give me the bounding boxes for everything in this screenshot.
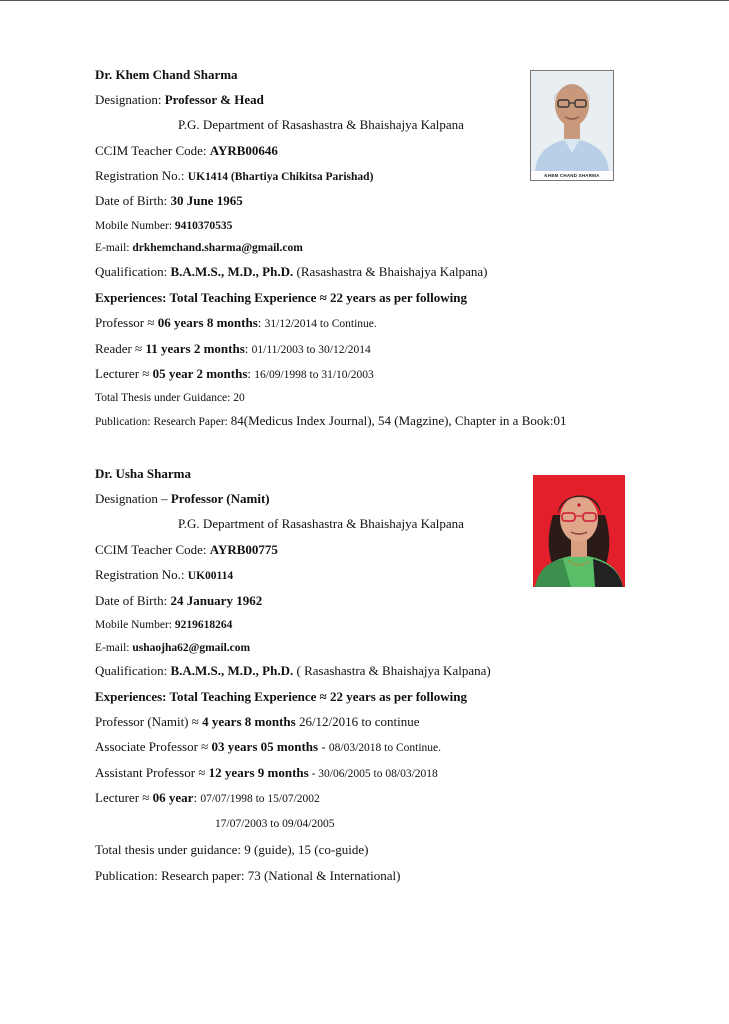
- registration-line: Registration No.: UK1414 (Bhartiya Chikitsa Parishad): [95, 168, 374, 183]
- experience-item: Lecturer ≈ 06 year: 07/07/1998 to 15/07/2002: [95, 790, 320, 805]
- mobile-line: Mobile Number: 9219618264: [95, 619, 233, 631]
- experience-item: Professor (Namit) ≈ 4 years 8 months 26/12/2016 to continue: [95, 714, 420, 729]
- experience-item: Associate Professor ≈ 03 years 05 months - 08/03/2018 to Continue.: [95, 739, 442, 754]
- email-line: E-mail: drkhemchand.sharma@gmail.com: [95, 242, 303, 254]
- dob-line: Date of Birth: 30 June 1965: [95, 193, 243, 208]
- designation-line: Designation – Professor (Namit): [95, 491, 270, 506]
- ccim-code-line: CCIM Teacher Code: AYRB00646: [95, 143, 278, 158]
- experience-item: Assistant Professor ≈ 12 years 9 months - 30/06/2005 to 08/03/2018: [95, 765, 438, 780]
- mobile-line: Mobile Number: 9410370535: [95, 220, 233, 232]
- faculty-photo-2: [533, 475, 625, 587]
- experience-item-continuation: 17/07/2003 to 09/04/2005: [215, 818, 335, 830]
- department-line: P.G. Department of Rasashastra & Bhaishajya Kalpana: [178, 516, 464, 531]
- email-line: E-mail: ushaojha62@gmail.com: [95, 642, 251, 654]
- thesis-line: Total thesis under guidance: 9 (guide), 15 (co-guide): [95, 842, 369, 857]
- qualification-line: Qualification: B.A.M.S., M.D., Ph.D. ( Rasashastra & Bhaishajya Kalpana): [95, 663, 491, 678]
- faculty-photo-1: [530, 70, 614, 181]
- designation-line: Designation: Professor & Head: [95, 92, 264, 107]
- experience-item: Lecturer ≈ 05 year 2 months: 16/09/1998 to 31/10/2003: [95, 366, 374, 381]
- page-top-border: [0, 0, 729, 1]
- experience-heading: Experiences: Total Teaching Experience ≈ 22 years as per following: [95, 290, 467, 305]
- registration-line: Registration No.: UK00114: [95, 567, 234, 582]
- experience-item: Professor ≈ 06 years 8 months: 31/12/2014 to Continue.: [95, 315, 377, 330]
- publication-line: Publication: Research Paper: 84(Medicus Index Journal), 54 (Magzine), Chapter in a Book:01: [95, 413, 567, 428]
- publication-line: Publication: Research paper: 73 (National & International): [95, 868, 401, 883]
- department-line: P.G. Department of Rasashastra & Bhaishajya Kalpana: [178, 117, 464, 132]
- portrait-image: [531, 71, 613, 180]
- faculty-name: Dr. Khem Chand Sharma: [95, 67, 238, 82]
- thesis-line: Total Thesis under Guidance: 20: [95, 392, 245, 404]
- dob-line: Date of Birth: 24 January 1962: [95, 593, 263, 608]
- ccim-code-line: CCIM Teacher Code: AYRB00775: [95, 542, 278, 557]
- faculty-name: Dr. Usha Sharma: [95, 466, 191, 481]
- qualification-line: Qualification: B.A.M.S., M.D., Ph.D. (Rasashastra & Bhaishajya Kalpana): [95, 264, 488, 279]
- experience-item: Reader ≈ 11 years 2 months: 01/11/2003 to 30/12/2014: [95, 341, 371, 356]
- experience-heading: Experiences: Total Teaching Experience ≈ 22 years as per following: [95, 689, 467, 704]
- photo-caption: KHEM CHAND SHARMA: [544, 173, 600, 178]
- portrait-image: [533, 475, 625, 587]
